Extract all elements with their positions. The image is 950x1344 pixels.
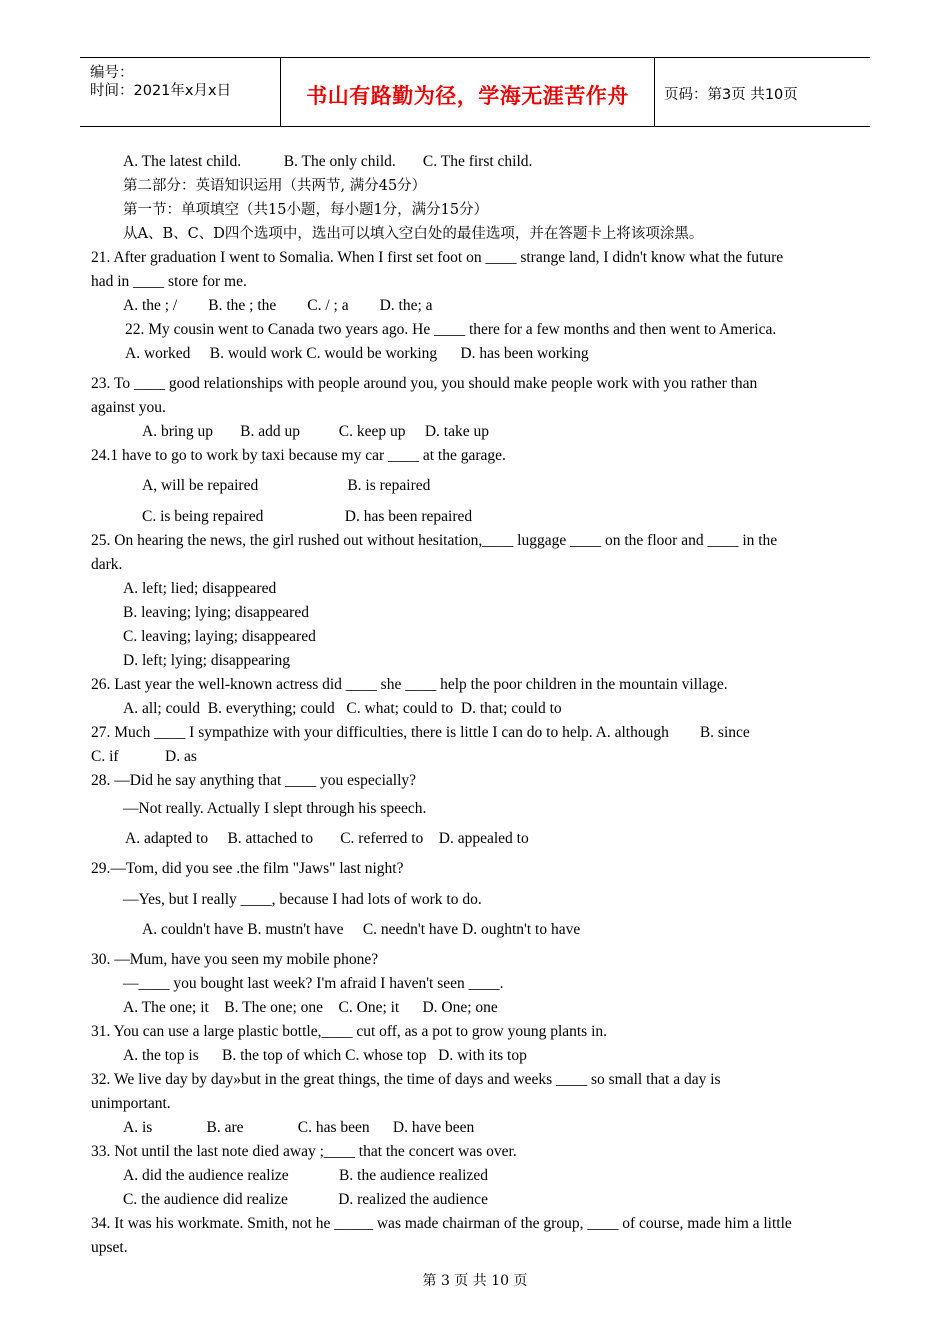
- page-header: [80, 57, 870, 127]
- q32-options: A. is B. are C. has been D. have been: [123, 1119, 475, 1136]
- question-30-reply: —____ you bought last week? I'm afraid I haven't seen ____.: [123, 975, 504, 992]
- question-21-cont: had in ____ store for me.: [91, 273, 247, 290]
- question-33: 33. Not until the last note died away ;____ that the concert was over.: [91, 1143, 517, 1160]
- question-21: 21. After graduation I went to Somalia. When I first set foot on ____ strange land, I didn't know what the future: [91, 249, 784, 266]
- q33-options-cd: C. the audience did realize D. realized the audience: [123, 1191, 488, 1208]
- q31-options: A. the top is B. the top of which C. whose top D. with its top: [123, 1047, 527, 1064]
- page-label: 页码：第3页 共10页: [664, 87, 798, 103]
- q24-options-cd: C. is being repaired D. has been repaired: [142, 508, 473, 525]
- q30-options: A. The one; it B. The one; one C. One; it D. One; one: [123, 999, 498, 1016]
- q25-option-a: A. left; lied; disappeared: [123, 580, 277, 597]
- question-27: 27. Much ____ I sympathize with your difficulties, there is little I can do to help. A. although B. since: [91, 724, 750, 741]
- motto: 书山有路勤为径，学海无涯苦作舟: [306, 84, 629, 108]
- q33-options-ab: A. did the audience realize B. the audience realized: [123, 1167, 488, 1184]
- time-label: 时间：2021年x月x日: [90, 83, 232, 99]
- question-26: 26. Last year the well-known actress did ____ she ____ help the poor children in the mountain village.: [91, 676, 728, 693]
- question-24: 24.1 have to go to work by taxi because my car ____ at the garage.: [91, 447, 506, 464]
- q20-options: A. The latest child. B. The only child. C. The first child.: [123, 153, 533, 170]
- question-22: 22. My cousin went to Canada two years ago. He ____ there for a few months and then went to America.: [125, 321, 777, 338]
- subsection-title: 第一节：单项填空（共15小题，每小题1分，满分15分）: [123, 202, 489, 218]
- question-28: 28. —Did he say anything that ____ you especially?: [91, 772, 417, 789]
- header-page-cell: [655, 58, 870, 126]
- number-label: 编号：: [90, 65, 134, 81]
- question-23: 23. To ____ good relationships with people around you, you should make people work with you rather than: [91, 375, 758, 392]
- question-31: 31. You can use a large plastic bottle,____ cut off, as a pot to grow young plants in.: [91, 1023, 608, 1040]
- question-30: 30. —Mum, have you seen my mobile phone?: [91, 951, 379, 968]
- header-info-cell: [80, 58, 281, 126]
- question-29-reply: —Yes, but I really ____, because I had lots of work to do.: [123, 891, 482, 908]
- question-32: 32. We live day by day»but in the great things, the time of days and weeks ____ so small that a day is: [91, 1071, 721, 1088]
- q26-options: A. all; could B. everything; could C. what; could to D. that; could to: [123, 700, 562, 717]
- page-footer: 第 3 页 共 10 页: [422, 1273, 528, 1289]
- question-25-cont: dark.: [91, 556, 123, 573]
- q28-options: A. adapted to B. attached to C. referred to D. appealed to: [125, 830, 529, 847]
- header-motto-cell: [281, 58, 655, 126]
- q21-options: A. the ; / B. the ; the C. / ; a D. the; a: [123, 297, 433, 314]
- question-25: 25. On hearing the news, the girl rushed out without hesitation,____ luggage ____ on the floor and ____ in the: [91, 532, 778, 549]
- question-34: 34. It was his workmate. Smith, not he _____ was made chairman of the group, ____ of course, made him a little: [91, 1215, 792, 1232]
- q24-options-ab: A, will be repaired B. is repaired: [142, 477, 431, 494]
- section-title: 第二部分：英语知识运用（共两节, 满分45分）: [123, 178, 427, 194]
- q25-option-b: B. leaving; lying; disappeared: [123, 604, 309, 621]
- q25-option-d: D. left; lying; disappearing: [123, 652, 291, 669]
- q22-options: A. worked B. would work C. would be working D. has been working: [125, 345, 589, 362]
- question-32-cont: unimportant.: [91, 1095, 171, 1112]
- question-28-reply: —Not really. Actually I slept through his speech.: [123, 800, 427, 817]
- question-34-cont: upset.: [91, 1239, 128, 1256]
- q25-option-c: C. leaving; laying; disappeared: [123, 628, 316, 645]
- instructions: 从A、B、C、D四个选项中，选出可以填入空白处的最佳选项，并在答题卡上将该项涂黑。: [123, 226, 704, 242]
- q23-options: A. bring up B. add up C. keep up D. take up: [142, 423, 489, 440]
- question-23-cont: against you.: [91, 399, 166, 416]
- q27-options-cont: C. if D. as: [91, 748, 197, 765]
- question-29: 29.—Tom, did you see .the film "Jaws" last night?: [91, 860, 404, 877]
- q29-options: A. couldn't have B. mustn't have C. needn't have D. oughtn't to have: [142, 921, 581, 938]
